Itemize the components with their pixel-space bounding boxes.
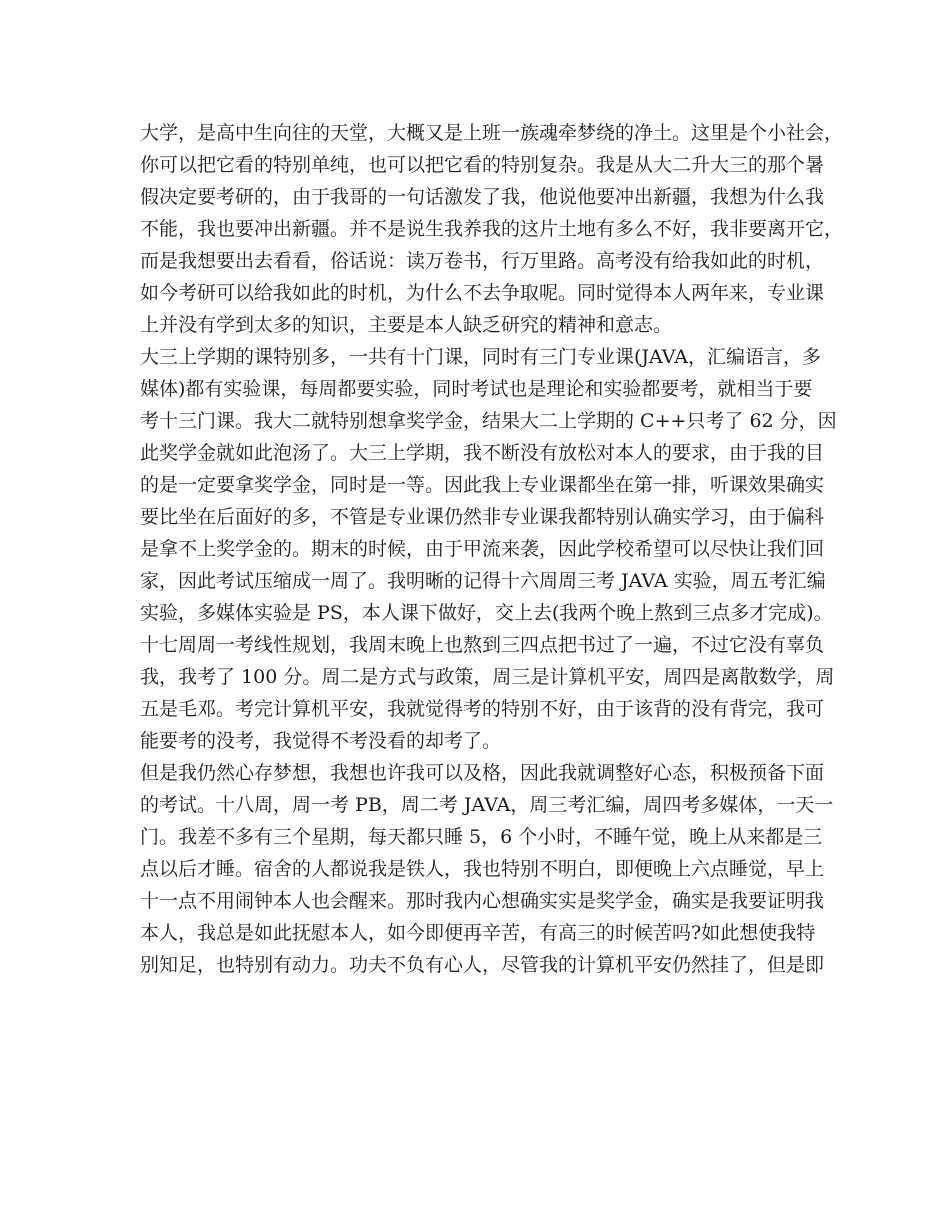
text-line: 我，我考了 100 分。周二是方式与政策，周三是计算机平安，周四是离散数学，周 bbox=[140, 666, 835, 688]
text-line: 大学，是高中生向往的天堂，大概又是上班一族魂牵梦绕的净土。这里是个小社会， bbox=[140, 122, 844, 144]
text-line: 的是一定要拿奖学金，同时是一等。因此我上专业课都坐在第一排，听课效果确实 bbox=[140, 474, 825, 496]
text-line: 大三上学期的课特别多，一共有十门课，同时有三门专业课(JAVA，汇编语言，多 bbox=[140, 346, 821, 368]
text-line: 考十三门课。我大二就特别想拿奖学金，结果大二上学期的 C++只考了 62 分，因 bbox=[140, 410, 837, 432]
text-line: 此奖学金就如此泡汤了。大三上学期，我不断没有放松对本人的要求，由于我的目 bbox=[140, 442, 825, 464]
text-line: 假决定要考研的，由于我哥的一句话激发了我，他说他要冲出新疆，我想为什么我 bbox=[140, 186, 825, 208]
text-line: 家，因此考试压缩成一周了。我明晰的记得十六周周三考 JAVA 实验，周五考汇编 bbox=[140, 570, 826, 592]
text-line: 要比坐在后面好的多，不管是专业课仍然非专业课我都特别认确实学习，由于偏科 bbox=[140, 506, 825, 528]
text-line: 本人，我总是如此抚慰本人，如今即便再辛苦，有高三的时候苦吗?如此想使我特 bbox=[140, 922, 816, 944]
text-line: 你可以把它看的特别单纯，也可以把它看的特别复杂。我是从大二升大三的那个暑 bbox=[140, 154, 825, 176]
body-text bbox=[140, 117, 844, 981]
text-line: 五是毛邓。考完计算机平安，我就觉得考的特别不好，由于该背的没有背完，我可 bbox=[140, 698, 825, 720]
text-line: 十七周周一考线性规划，我周末晚上也熬到三四点把书过了一遍，不过它没有辜负 bbox=[140, 634, 825, 656]
text-line: 的考试。十八周，周一考 PB，周二考 JAVA，周三考汇编，周四考多媒体，一天一 bbox=[140, 794, 834, 816]
text-line: 点以后才睡。宿舍的人都说我是铁人，我也特别不明白，即便晚上六点睡觉，早上 bbox=[140, 858, 825, 880]
text-line: 是拿不上奖学金的。期末的时候，由于甲流来袭，因此学校希望可以尽快让我们回 bbox=[140, 538, 825, 560]
text-line: 不能，我也要冲出新疆。并不是说生我养我的这片土地有多么不好，我非要离开它， bbox=[140, 218, 844, 240]
text-line: 能要考的没考，我觉得不考没看的却考了。 bbox=[140, 730, 502, 752]
text-line: 别知足，也特别有动力。功夫不负有心人，尽管我的计算机平安仍然挂了，但是即 bbox=[140, 954, 825, 976]
text-line: 但是我仍然心存梦想，我想也许我可以及格，因此我就调整好心态，积极预备下面 bbox=[140, 762, 825, 784]
text-line: 十一点不用闹钟本人也会醒来。那时我内心想确实实是奖学金，确实是我要证明我 bbox=[140, 890, 825, 912]
text-line: 媒体)都有实验课，每周都要实验，同时考试也是理论和实验都要考，就相当于要 bbox=[140, 378, 813, 400]
text-line: 门。我差不多有三个星期，每天都只睡 5，6 个小时，不睡午觉，晚上从来都是三 bbox=[140, 826, 823, 848]
text-line: 实验，多媒体实验是 PS，本人课下做好，交上去(我两个晚上熬到三点多才完成)。 bbox=[140, 602, 833, 624]
text-line: 如今考研可以给我如此的时机，为什么不去争取呢。同时觉得本人两年来，专业课 bbox=[140, 282, 825, 304]
text-line: 上并没有学到太多的知识，主要是本人缺乏研究的精神和意志。 bbox=[140, 314, 673, 336]
text-line: 而是我想要出去看看，俗话说：读万卷书，行万里路。高考没有给我如此的时机， bbox=[140, 250, 825, 272]
